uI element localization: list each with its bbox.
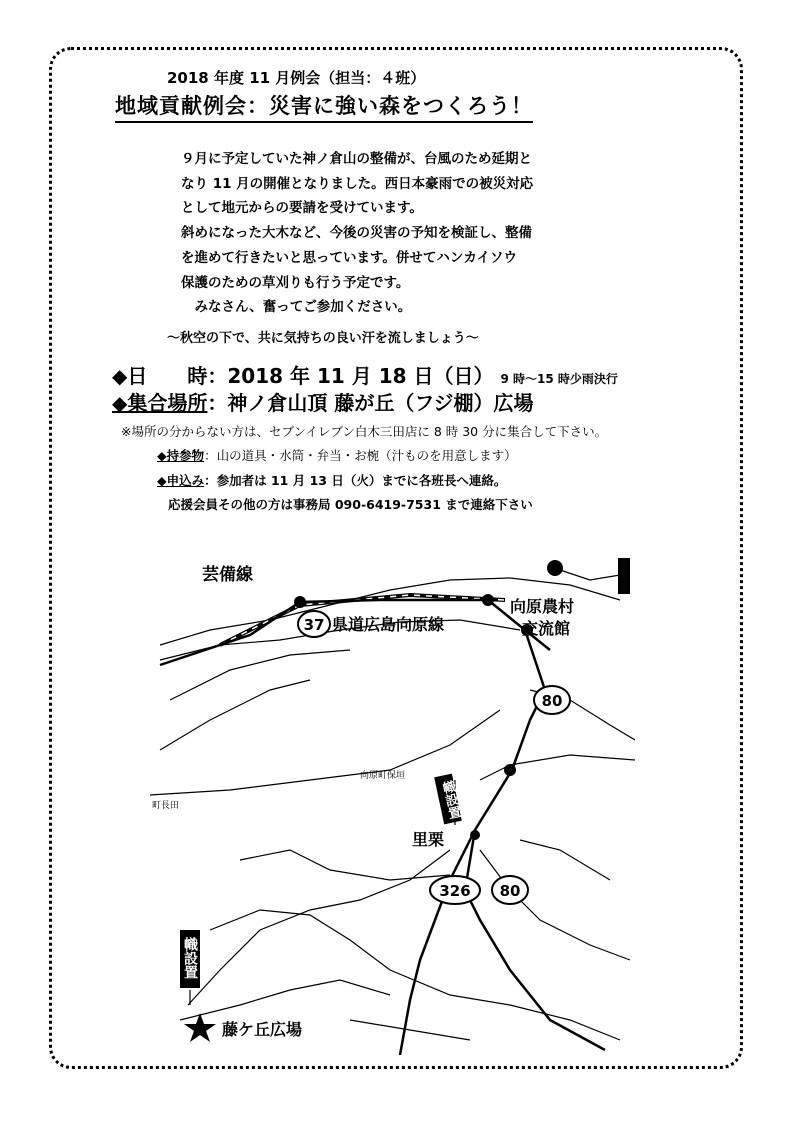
road-326-line (400, 830, 475, 1055)
tagline: ～秋空の下で、共に気持ちの良い汗を流しましょう～ (167, 331, 479, 346)
place-name-label: 町長田 (152, 801, 180, 811)
facility-label-1: 向原農村 (510, 597, 575, 616)
meeting-subtitle: 2018 年度 11 月例会（担当：４班） (167, 69, 426, 87)
contact-line: 応援会員その他の方は事務局 090-6419-7531 まで連絡下さい (168, 497, 533, 512)
route-line (188, 850, 450, 1005)
sign-marker-upper (434, 774, 462, 825)
road-326-number: 326 (439, 882, 471, 900)
body-line: 斜めになった大木など、今後の災害の予知を検証し、整備 (181, 225, 532, 242)
bring-row (157, 446, 517, 464)
road-37-label: 県道広島向原線 (332, 615, 445, 634)
bring-value: ：山の道具・水筒・弁当・お椀（汁ものを用意します） (204, 448, 517, 463)
body-line: を進めて行きたいと思っています。併せてハンカイソウ (181, 249, 518, 266)
place-label: ◆集合場所 (112, 391, 208, 415)
body-text (181, 147, 533, 320)
junction-marker (470, 830, 480, 840)
village-label: 里栗 (412, 830, 445, 849)
sign-marker-lower (180, 930, 200, 1005)
apply-value: ：参加者は 11 月 13 日（火）までに各班長へ連絡。 (204, 473, 507, 488)
date-value: 2018 年 11 月 18 日（日） (227, 364, 494, 388)
map-edge-block (618, 558, 630, 594)
place-value: 神ノ倉山頂 藤が丘（フジ棚）広場 (227, 391, 534, 415)
facility-label-2: 交流館 (522, 619, 571, 638)
apply-row (157, 471, 506, 489)
map-background-lines (150, 570, 635, 1040)
page-title: 地域貢献例会：災害に強い森をつくろう！ (115, 90, 533, 123)
road-37-number: 37 (303, 616, 325, 634)
road-80-line (465, 630, 605, 1050)
bring-label: ◆持参物 (157, 448, 205, 463)
road-80-number: 80 (541, 692, 563, 710)
road-80-number-lower: 80 (499, 882, 521, 900)
body-line: なり 11 月の開催となりました。西日本豪雨での被災対応 (181, 175, 534, 192)
sign-label-lower: 幟設置 (182, 937, 198, 979)
body-line: ９月に予定していた神ノ倉山の整備が、台風のため延期と (181, 151, 532, 167)
access-map (150, 550, 635, 1055)
railway-label: 芸備線 (202, 565, 253, 585)
meeting-note: ※場所の分からない方は、セブンイレブン白木三田店に 8 時 30 分に集合して下さい。 (121, 424, 608, 439)
place-name-label: 向原町保垣 (360, 771, 406, 781)
apply-label: ◆申込み (157, 473, 205, 488)
destination-label: 藤ケ丘広場 (222, 1020, 303, 1039)
place-separator: ： (207, 391, 228, 415)
junction-marker (482, 594, 494, 606)
body-line: 保護のための草刈りも行う予定です。 (181, 274, 410, 291)
date-label: ◆日 時： (112, 364, 228, 388)
facility-marker (547, 560, 563, 576)
body-line: として地元からの要請を受けています。 (181, 200, 423, 217)
place-row (112, 387, 534, 416)
junction-marker (504, 764, 516, 776)
body-line: みなさん、奮ってご参加ください。 (181, 299, 412, 316)
date-note: 9 時～15 時少雨決行 (500, 372, 618, 386)
junction-marker (294, 596, 306, 608)
date-row (112, 360, 618, 389)
sign-label: 幟設置 (438, 779, 462, 821)
